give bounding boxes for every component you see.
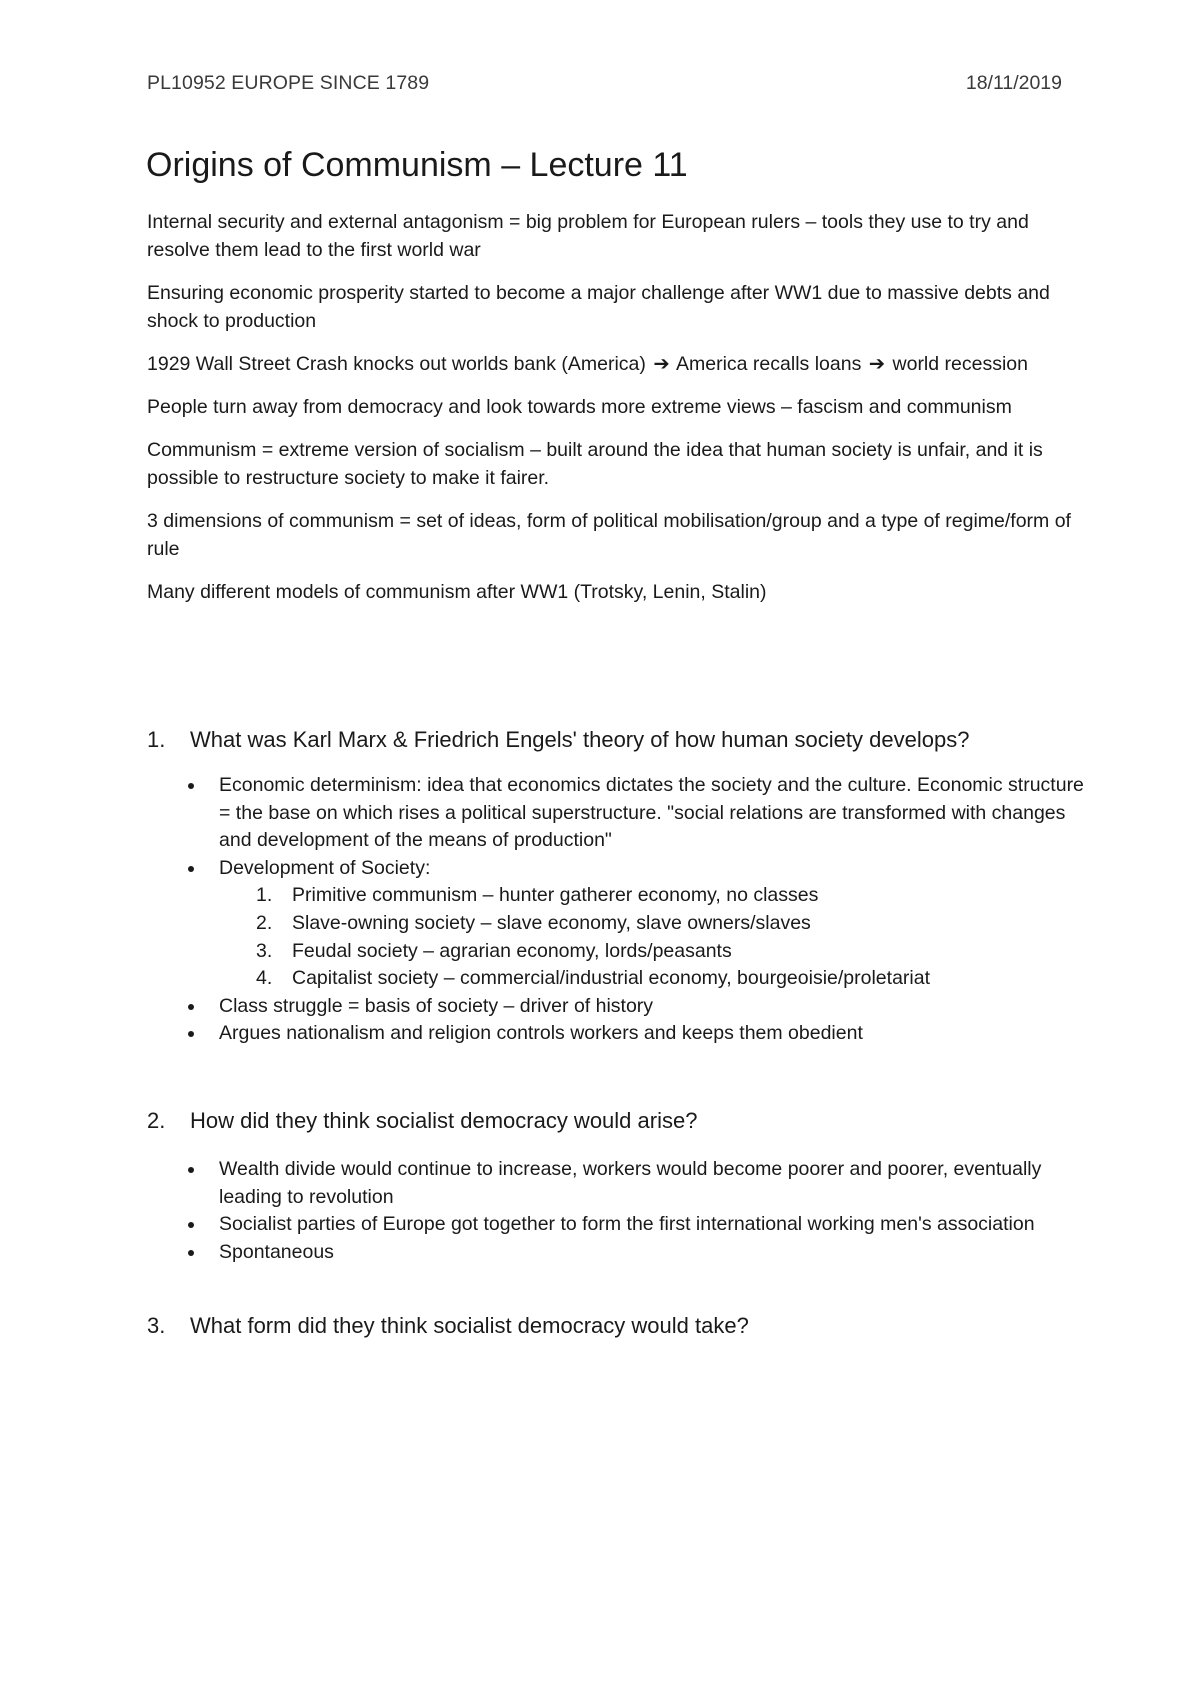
question-number: 3. [147,1313,166,1338]
question-number: 1. [147,727,166,752]
intro-paragraph: 3 dimensions of communism = set of ideas, form of political mobilisation/group and a type of regime/form of rule [147,510,1071,560]
list-item: Economic determinism: idea that economics dictates the society and the culture. Economic structure = the base on which rises a political superstructure. "social relations are transformed with changes and development of the means of production" [186,772,1086,855]
intro-paragraph: Communism = extreme version of socialism – built around the idea that human society is unfair, and it is possible to restructure society to make it fairer. [147,439,1043,489]
list-item: Class struggle = basis of society – driver of history [186,993,1086,1021]
list-item-label: Development of Society: [219,856,431,879]
sublist-text: Slave-owning society – slave economy, slave owners/slaves [292,911,811,934]
question-heading [147,1313,749,1339]
sublist-number: 4. [256,967,273,990]
bullet-list [186,772,1086,1048]
list-item: Socialist parties of Europe got together to form the first international working men's association [186,1211,1086,1239]
sublist-text: Capitalist society – commercial/industrial economy, bourgeoisie/proletariat [292,967,931,990]
intro-paragraph [147,350,1072,378]
question-heading [147,1108,697,1134]
bullet-list [186,1156,1086,1266]
question-text: How did they think socialist democracy would arise? [190,1108,698,1133]
sublist-text: Primitive communism – hunter gatherer economy, no classes [292,884,819,907]
sublist-item [219,965,1086,993]
recall-text: America recalls loans [676,353,862,375]
list-item [186,855,1086,993]
question-heading [147,727,969,753]
list-item: Wealth divide would continue to increase, workers would become poorer and poorer, eventually leading to revolution [186,1156,1086,1211]
header-course: PL10952 EUROPE SINCE 1789 [147,72,430,94]
crash-text: 1929 Wall Street Crash knocks out worlds bank (America) [147,353,646,375]
intro-paragraph: Ensuring economic prosperity started to become a major challenge after WW1 due to massive debts and shock to production [147,282,1050,332]
intro-paragraph: Many different models of communism after WW1 (Trotsky, Lenin, Stalin) [147,581,767,603]
recession-text: world recession [892,353,1028,375]
header-date: 18/11/2019 [965,72,1062,94]
list-item: Spontaneous [186,1239,1086,1267]
sublist-item [219,910,1086,938]
numbered-sublist [219,882,1086,992]
sublist-text: Feudal society – agrarian economy, lords/peasants [292,939,732,962]
list-item: Argues nationalism and religion controls workers and keeps them obedient [186,1020,1086,1048]
arrow-right-icon: ➔ [868,353,886,375]
intro-notes [147,208,1072,621]
question-number: 2. [147,1108,166,1133]
question-text: What form did they think socialist democracy would take? [190,1313,749,1338]
arrow-right-icon: ➔ [653,353,670,375]
sublist-item [219,938,1086,966]
sublist-number: 2. [256,911,273,934]
page-title: Origins of Communism – Lecture 11 [146,146,688,184]
sublist-number: 3. [256,939,273,962]
sublist-item [219,882,1086,910]
sublist-number: 1. [256,884,273,907]
intro-paragraph: People turn away from democracy and look towards more extreme views – fascism and communism [147,396,1012,418]
question-text: What was Karl Marx & Friedrich Engels' theory of how human society develops? [190,727,970,752]
intro-paragraph: Internal security and external antagonism = big problem for European rulers – tools they use to try and resolve them lead to the first world war [147,211,1029,261]
